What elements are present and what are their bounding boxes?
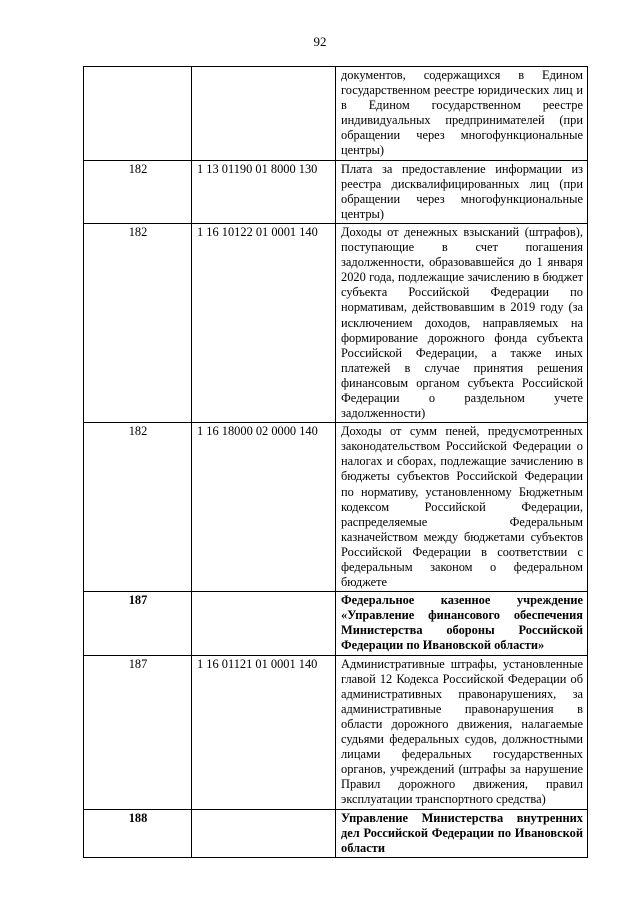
admin-code-cell: 187 <box>84 592 192 655</box>
description-cell: Доходы от сумм пеней, предусмотренных законодательством Российской Федерации о налогах и сборах, подлежащие зачислению в бюджеты субъектов Российской Федерации по нормативу, установленному Бюджетным кодексом Российской Федерации, распределяемые Федеральным казначейством между бюджетами субъектов Российской Федерации в соответствии с федеральным законом о федеральном бюджете <box>336 423 588 592</box>
description-cell: Плата за предоставление информации из реестра дисквалифицированных лиц (при обращении через многофункциональные центры) <box>336 160 588 223</box>
kbk-code-cell <box>192 809 336 857</box>
section-header-row <box>84 592 588 655</box>
table-row <box>84 67 588 161</box>
page-number: 92 <box>313 34 327 49</box>
table-row <box>84 223 588 422</box>
kbk-code-cell: 1 16 10122 01 0001 140 <box>192 223 336 422</box>
description-cell: документов, содержащихся в Едином государственном реестре юридических лиц и в Едином государственном реестре индивидуальных предпринимателей (при обращении через многофункциональные центры) <box>336 67 588 161</box>
admin-code-cell: 182 <box>84 223 192 422</box>
admin-code-cell: 182 <box>84 423 192 592</box>
revenue-classification-table <box>83 66 588 858</box>
table-row <box>84 655 588 809</box>
kbk-code-cell <box>192 67 336 161</box>
table-row <box>84 423 588 592</box>
administrator-name-cell: Федеральное казенное учреждение «Управление финансового обеспечения Министерства обороны Российской Федерации по Ивановской области» <box>336 592 588 655</box>
section-header-row <box>84 809 588 857</box>
kbk-code-cell: 1 16 01121 01 0001 140 <box>192 655 336 809</box>
kbk-code-cell <box>192 592 336 655</box>
description-cell: Административные штрафы, установленные главой 12 Кодекса Российской Федерации об административных правонарушениях, за административные правонарушения в области дорожного движения, налагаемые судьями федеральных судов, должностными лицами федеральных государственных органов, учреждений (штрафы за нарушение Правил дорожного движения, правил эксплуатации транспортного средства) <box>336 655 588 809</box>
admin-code-cell: 182 <box>84 160 192 223</box>
admin-code-cell <box>84 67 192 161</box>
description-cell: Доходы от денежных взысканий (штрафов), поступающие в счет погашения задолженности, образовавшейся до 1 января 2020 года, подлежащие зачислению в бюджет субъекта Российской Федерации по нормативам, действовавшим в 2019 году (за исключением доходов, направляемых на формирование дорожного фонда субъекта Российской Федерации, а также иных платежей в случае принятия решения финансовым органом субъекта Российской Федерации о раздельном учете задолженности) <box>336 223 588 422</box>
admin-code-cell: 187 <box>84 655 192 809</box>
kbk-code-cell: 1 16 18000 02 0000 140 <box>192 423 336 592</box>
kbk-code-cell: 1 13 01190 01 8000 130 <box>192 160 336 223</box>
admin-code-cell: 188 <box>84 809 192 857</box>
table-row <box>84 160 588 223</box>
administrator-name-cell: Управление Министерства внутренних дел Российской Федерации по Ивановской области <box>336 809 588 857</box>
